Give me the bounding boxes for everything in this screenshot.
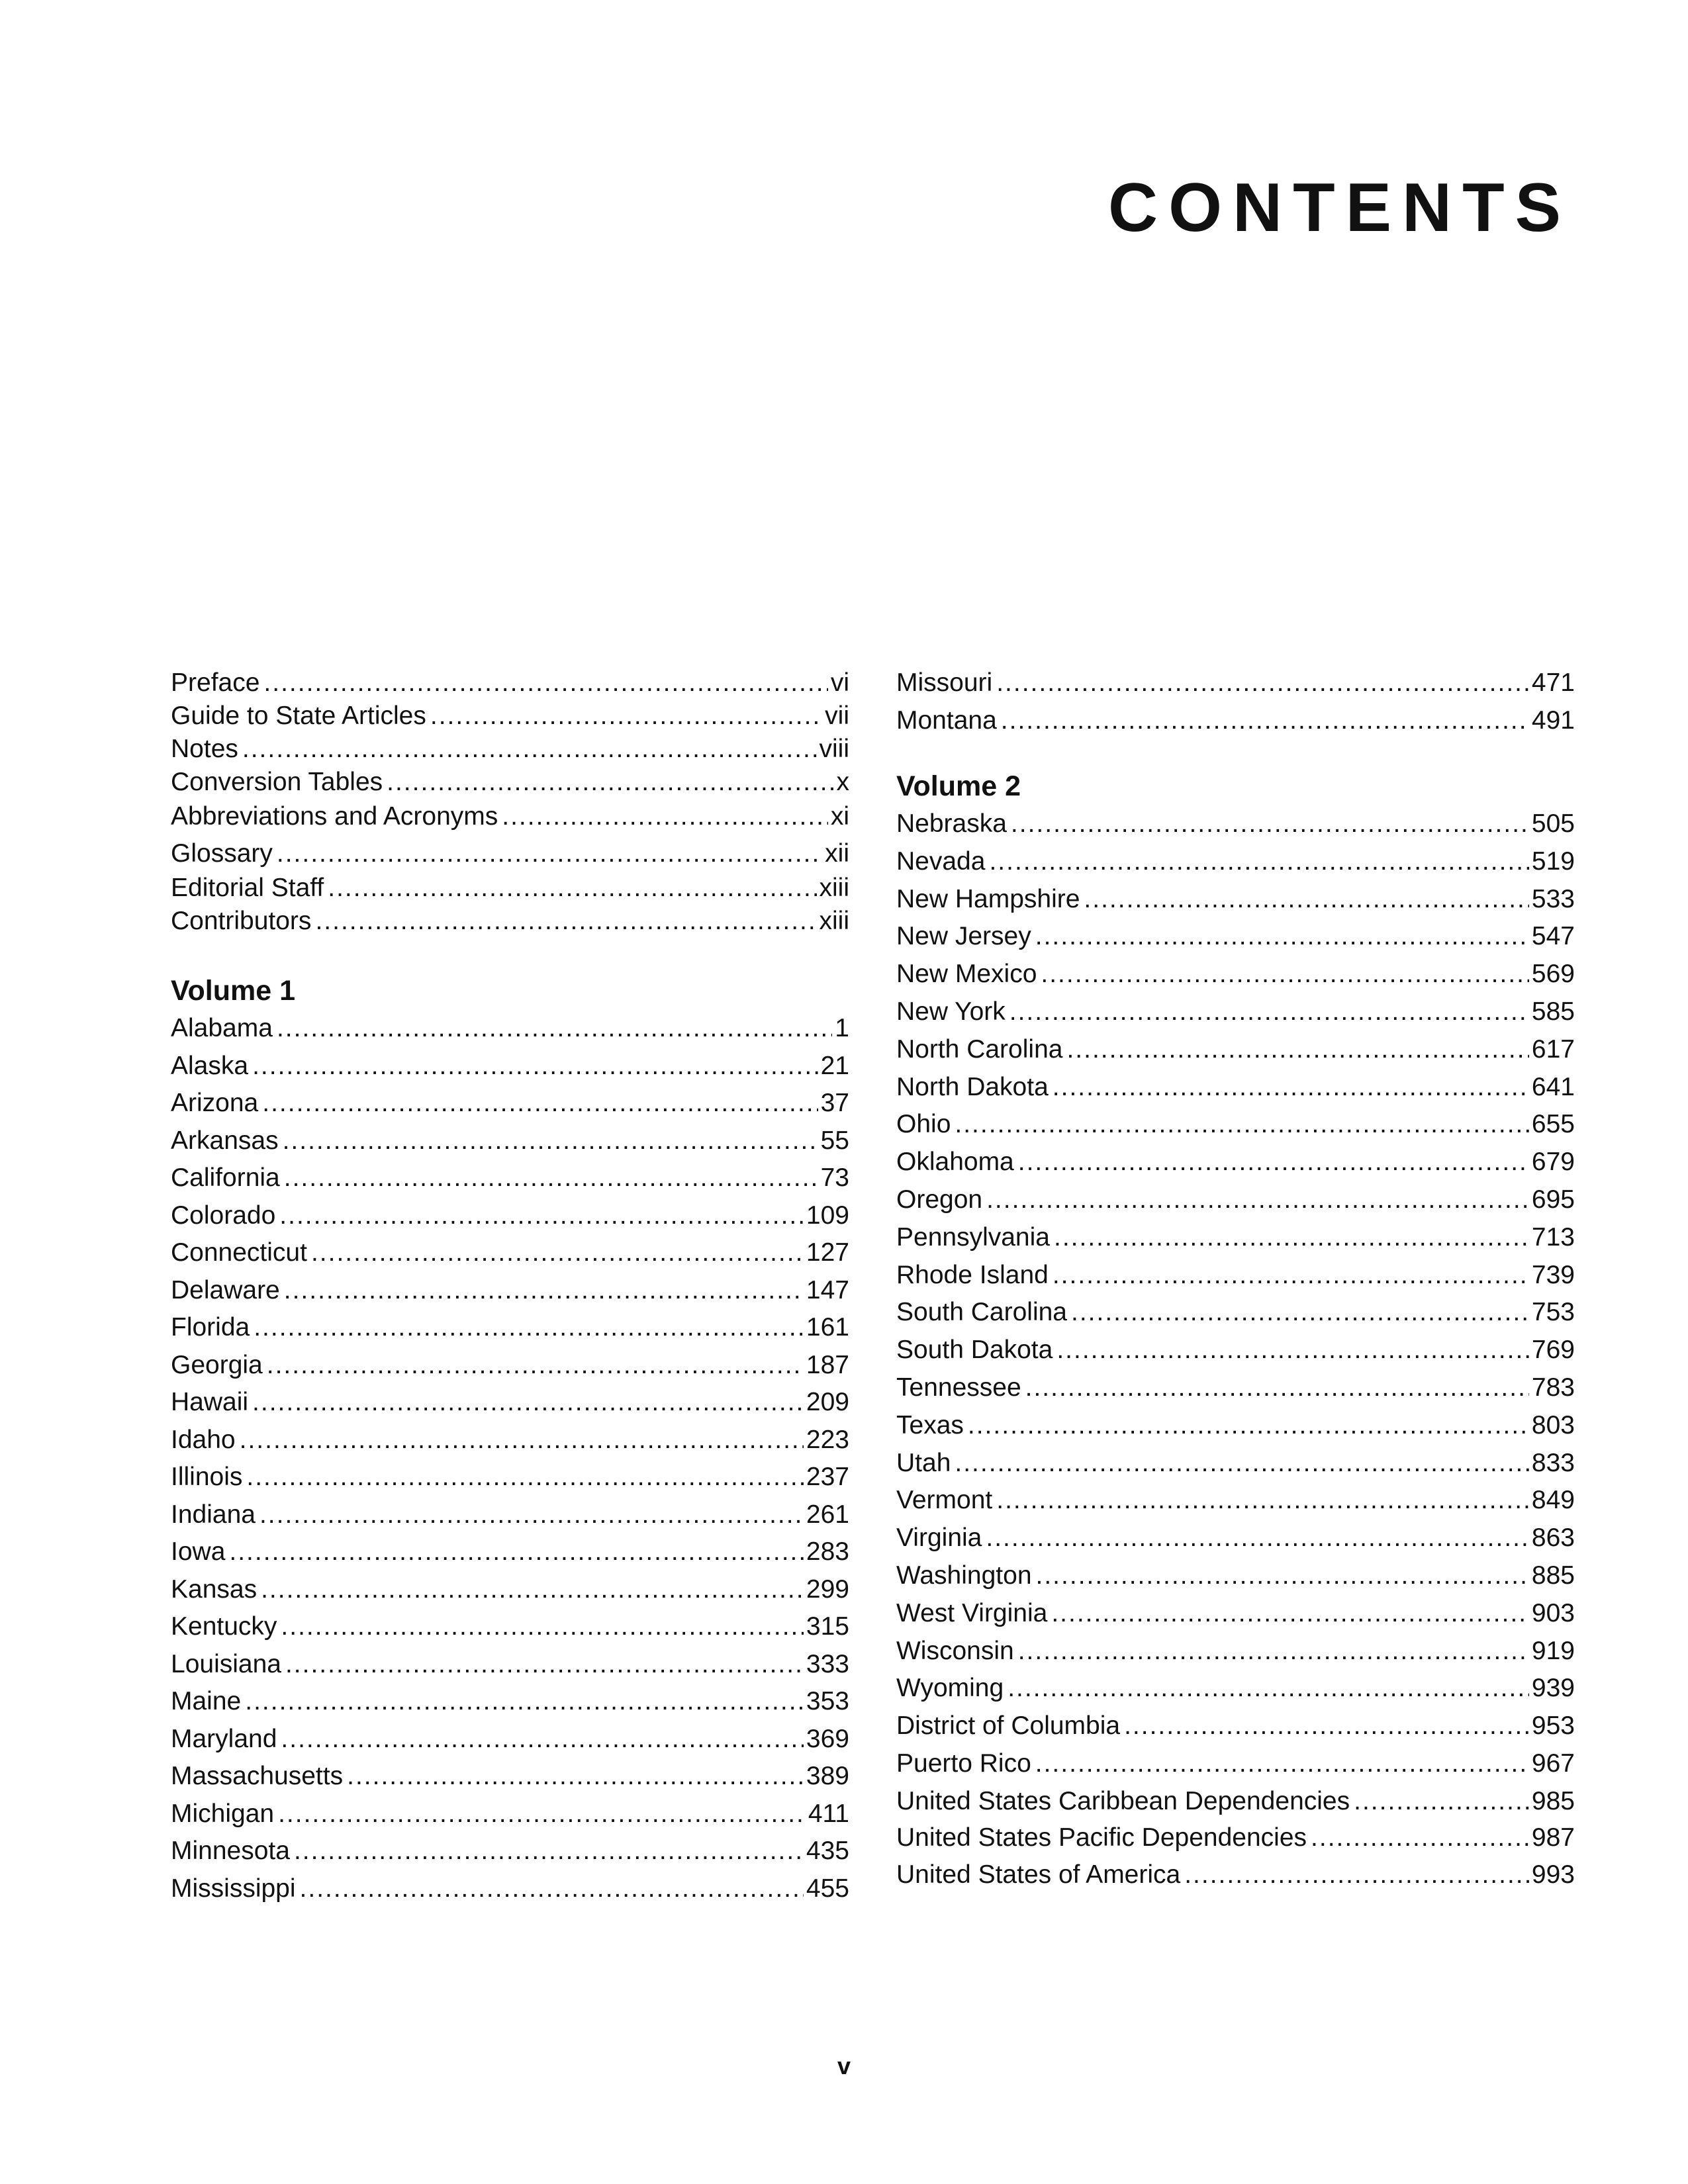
toc-entry-page: 353 — [806, 1688, 849, 1715]
toc-entry-page: 127 — [806, 1240, 849, 1267]
toc-entry[interactable] — [896, 1788, 1575, 1825]
toc-entry[interactable] — [896, 1074, 1575, 1112]
dot-leader — [1184, 1862, 1529, 1888]
toc-entry-label: District of Columbia — [896, 1713, 1121, 1741]
toc-entry-label: Abbreviations and Acronyms — [171, 803, 498, 831]
toc-entry[interactable] — [896, 1713, 1575, 1751]
dot-leader — [955, 1450, 1529, 1476]
dot-leader — [986, 1525, 1529, 1551]
toc-entry-page: xiii — [819, 908, 849, 935]
dot-leader — [1009, 999, 1529, 1024]
toc-entry-page: 655 — [1531, 1111, 1575, 1139]
toc-entry-page: 987 — [1531, 1824, 1575, 1852]
toc-entry[interactable] — [896, 886, 1575, 924]
dot-leader — [1054, 1224, 1529, 1250]
toc-entry-label: Idaho — [171, 1426, 236, 1454]
toc-entry[interactable] — [896, 1187, 1575, 1224]
toc-entry[interactable] — [896, 1412, 1575, 1450]
volume-2-heading: Volume 2 — [896, 770, 1021, 802]
toc-entry-label: Editorial Staff — [171, 875, 324, 902]
toc-entry-label: Vermont — [896, 1487, 993, 1515]
dot-leader — [245, 1688, 804, 1714]
toc-entry-page: vi — [830, 670, 849, 697]
dot-leader — [300, 1876, 804, 1901]
toc-entry-page: 411 — [808, 1800, 849, 1828]
toc-entry[interactable] — [896, 707, 1575, 745]
toc-entry-label: Massachusetts — [171, 1763, 344, 1790]
toc-entry[interactable] — [171, 1502, 849, 1539]
dot-leader — [1011, 811, 1529, 837]
toc-entry[interactable] — [896, 1638, 1575, 1676]
toc-entry-label: New York — [896, 998, 1006, 1026]
dot-leader — [261, 1576, 804, 1602]
toc-entry-label: Rhode Island — [896, 1261, 1049, 1289]
toc-entry-page: 695 — [1531, 1186, 1575, 1214]
toc-entry-label: Indiana — [171, 1501, 256, 1529]
toc-entry-label: Arkansas — [171, 1127, 279, 1155]
toc-entry[interactable] — [171, 1464, 849, 1502]
dot-leader — [1041, 961, 1529, 987]
toc-entry[interactable] — [171, 1763, 849, 1801]
dot-leader — [1051, 1600, 1529, 1626]
toc-entry-page: 713 — [1531, 1224, 1575, 1251]
dot-leader — [246, 1464, 804, 1490]
toc-entry-page: 187 — [806, 1351, 849, 1379]
dot-leader — [1025, 1375, 1529, 1400]
toc-entry-page: 455 — [806, 1875, 849, 1903]
dot-leader — [229, 1539, 804, 1565]
toc-entry-label: Puerto Rico — [896, 1750, 1031, 1778]
dot-leader — [1018, 1638, 1529, 1664]
dot-leader — [294, 1838, 804, 1864]
toc-entry[interactable] — [171, 841, 849, 875]
toc-entry[interactable] — [896, 1036, 1575, 1074]
toc-entry[interactable] — [171, 1614, 849, 1651]
toc-entry-label: United States of America — [896, 1861, 1181, 1889]
toc-entry[interactable] — [896, 961, 1575, 999]
toc-entry-page: 471 — [1531, 670, 1575, 697]
toc-entry-label: Georgia — [171, 1351, 263, 1379]
dot-leader — [1311, 1825, 1529, 1850]
toc-entry-page: 37 — [820, 1090, 849, 1117]
toc-entry-label: Hawaii — [171, 1389, 249, 1416]
dot-leader — [262, 1090, 818, 1116]
dot-leader — [1084, 886, 1529, 912]
toc-entry[interactable] — [896, 1262, 1575, 1300]
dot-leader — [1071, 1299, 1529, 1325]
toc-entry-label: Notes — [171, 736, 238, 763]
toc-entry-page: 585 — [1531, 998, 1575, 1026]
toc-entry-label: North Dakota — [896, 1073, 1049, 1101]
toc-entry[interactable] — [896, 1111, 1575, 1149]
dot-leader — [263, 670, 827, 696]
toc-entry-label: Colorado — [171, 1202, 276, 1230]
toc-entry[interactable] — [171, 1277, 849, 1315]
toc-entry[interactable] — [171, 1838, 849, 1876]
toc-entry[interactable] — [171, 1314, 849, 1352]
toc-entry[interactable] — [171, 736, 849, 769]
toc-entry-page: 919 — [1531, 1637, 1575, 1665]
dot-leader — [281, 1614, 804, 1639]
toc-entry-page: 283 — [806, 1539, 849, 1566]
toc-entry-page: 833 — [1531, 1449, 1575, 1477]
toc-entry-page: 863 — [1531, 1525, 1575, 1553]
dot-leader — [315, 908, 816, 934]
toc-entry-page: 223 — [806, 1426, 849, 1454]
volume-1-heading: Volume 1 — [171, 975, 295, 1007]
toc-entry[interactable] — [896, 1487, 1575, 1525]
toc-entry-label: Oklahoma — [896, 1149, 1014, 1177]
dot-leader — [284, 1165, 818, 1191]
toc-entry-label: New Jersey — [896, 923, 1031, 951]
volume-1-list — [171, 1015, 849, 1913]
dot-leader — [996, 1487, 1529, 1513]
toc-entry-page: 803 — [1531, 1412, 1575, 1439]
toc-entry[interactable] — [171, 875, 849, 908]
toc-entry[interactable] — [171, 1801, 849, 1839]
toc-entry-page: 299 — [806, 1576, 849, 1604]
toc-entry-page: 109 — [806, 1202, 849, 1230]
dot-leader — [284, 1277, 804, 1303]
toc-entry[interactable] — [896, 1337, 1575, 1375]
dot-leader — [989, 848, 1528, 874]
toc-entry-label: Virginia — [896, 1525, 982, 1553]
dot-leader — [430, 703, 822, 729]
toc-entry-label: North Carolina — [896, 1036, 1063, 1064]
toc-entry[interactable] — [896, 1525, 1575, 1563]
toc-entry-page: 783 — [1531, 1374, 1575, 1402]
toc-entry-page: 849 — [1531, 1487, 1575, 1515]
toc-entry[interactable] — [171, 1876, 849, 1913]
toc-entry-page: 73 — [820, 1165, 849, 1192]
toc-entry-page: 885 — [1531, 1562, 1575, 1590]
toc-entry-label: Alaska — [171, 1052, 249, 1080]
dot-leader — [1056, 1337, 1529, 1363]
dot-leader — [1354, 1788, 1529, 1814]
toc-entry[interactable] — [171, 1090, 849, 1128]
toc-entry-page: 505 — [1531, 811, 1575, 838]
toc-column-left — [171, 670, 849, 1913]
toc-entry-page: 491 — [1531, 707, 1575, 735]
toc-entry-label: Iowa — [171, 1539, 226, 1566]
toc-entry-label: Washington — [896, 1562, 1032, 1590]
dot-leader — [311, 1240, 804, 1265]
toc-entry-label: Florida — [171, 1314, 250, 1342]
toc-entry[interactable] — [896, 811, 1575, 848]
dot-leader — [968, 1412, 1529, 1438]
toc-entry-page: vii — [825, 703, 849, 730]
toc-entry[interactable] — [896, 1600, 1575, 1638]
dot-leader — [278, 1801, 806, 1827]
dot-leader — [387, 769, 833, 795]
toc-entry-page: 939 — [1531, 1675, 1575, 1703]
toc-entry-label: South Carolina — [896, 1299, 1067, 1327]
toc-entry[interactable] — [171, 1165, 849, 1203]
toc-entry-page: 953 — [1531, 1713, 1575, 1741]
toc-entry-page: 209 — [806, 1389, 849, 1416]
toc-entry-page: 147 — [806, 1277, 849, 1304]
toc-entry[interactable] — [171, 1128, 849, 1165]
toc-entry-page: 641 — [1531, 1073, 1575, 1101]
dot-leader — [1124, 1713, 1529, 1739]
toc-entry-label: Kansas — [171, 1576, 258, 1604]
toc-entry[interactable] — [896, 670, 1575, 707]
toc-entry[interactable] — [171, 1576, 849, 1614]
toc-entry-label: United States Caribbean Dependencies — [896, 1788, 1350, 1815]
toc-entry[interactable] — [171, 1726, 849, 1764]
dot-leader — [267, 1352, 804, 1378]
toc-entry-label: Glossary — [171, 841, 273, 868]
toc-entry-page: 21 — [820, 1052, 849, 1080]
toc-entry[interactable] — [171, 769, 849, 803]
toc-entry-page: 993 — [1531, 1861, 1575, 1889]
dot-leader — [1036, 1563, 1529, 1588]
dot-leader — [502, 803, 828, 829]
toc-entry[interactable] — [171, 1389, 849, 1427]
toc-entry-label: Tennessee — [896, 1374, 1021, 1402]
toc-entry-page: 369 — [806, 1725, 849, 1753]
dot-leader — [328, 875, 816, 901]
toc-entry[interactable] — [171, 1688, 849, 1726]
front-matter-list — [171, 670, 849, 941]
volume-2-list — [896, 811, 1575, 1899]
toc-entry-page: 679 — [1531, 1149, 1575, 1177]
toc-entry-page: 967 — [1531, 1750, 1575, 1778]
dot-leader — [1053, 1262, 1529, 1288]
toc-entry-label: California — [171, 1165, 280, 1192]
toc-entry[interactable] — [896, 1299, 1575, 1337]
toc-entry-page: 161 — [806, 1314, 849, 1342]
toc-entry-label: Illinois — [171, 1464, 243, 1491]
toc-entry[interactable] — [171, 1352, 849, 1390]
toc-entry[interactable] — [896, 1675, 1575, 1713]
toc-entry-page: x — [836, 769, 849, 796]
toc-entry-label: Utah — [896, 1449, 951, 1477]
toc-entry[interactable] — [171, 908, 849, 941]
toc-entry-label: Oregon — [896, 1186, 983, 1214]
toc-entry-page: 333 — [806, 1651, 849, 1678]
toc-entry-label: United States Pacific Dependencies — [896, 1824, 1307, 1852]
toc-entry[interactable] — [896, 1751, 1575, 1788]
dot-leader — [986, 1187, 1529, 1212]
toc-entry-label: Contributors — [171, 908, 312, 935]
toc-entry[interactable] — [896, 1862, 1575, 1899]
toc-entry-label: Missouri — [896, 670, 993, 697]
toc-entry-page: 435 — [806, 1838, 849, 1865]
dot-leader — [1001, 707, 1529, 733]
toc-entry-label: Nevada — [896, 848, 986, 876]
toc-entry-page: 55 — [820, 1127, 849, 1155]
page-number: v — [837, 2052, 851, 2079]
toc-entry-label: Maine — [171, 1688, 242, 1715]
toc-entry-page: 617 — [1531, 1036, 1575, 1064]
toc-entry-page: 1 — [835, 1015, 849, 1042]
toc-entry-label: Connecticut — [171, 1240, 307, 1267]
volume-1-list-continued — [896, 670, 1575, 745]
toc-entry-label: Maryland — [171, 1725, 277, 1753]
toc-entry-page: 261 — [806, 1501, 849, 1529]
dot-leader — [347, 1763, 804, 1789]
toc-entry-label: New Hampshire — [896, 886, 1080, 913]
toc-entry-page: 547 — [1531, 923, 1575, 951]
toc-entry-label: Wisconsin — [896, 1637, 1014, 1665]
toc-entry-label: Louisiana — [171, 1651, 281, 1678]
toc-entry-label: Kentucky — [171, 1614, 277, 1641]
dot-leader — [283, 1128, 818, 1154]
toc-entry-page: 315 — [806, 1614, 849, 1641]
toc-entry-page: viii — [819, 736, 849, 763]
toc-entry-label: Michigan — [171, 1800, 275, 1828]
toc-entry-page: xii — [825, 841, 849, 868]
toc-entry[interactable] — [896, 999, 1575, 1036]
dot-leader — [996, 670, 1529, 696]
dot-leader — [1035, 923, 1529, 949]
toc-entry[interactable] — [171, 670, 849, 703]
toc-entry[interactable] — [171, 1539, 849, 1576]
dot-leader — [242, 736, 817, 762]
dot-leader — [252, 1053, 818, 1079]
toc-entry-page: 569 — [1531, 961, 1575, 989]
dot-leader — [279, 1203, 804, 1228]
toc-entry-page: 519 — [1531, 848, 1575, 876]
toc-entry-label: Texas — [896, 1412, 964, 1439]
toc-entry-label: West Virginia — [896, 1600, 1048, 1627]
toc-entry-label: Preface — [171, 670, 260, 697]
dot-leader — [955, 1111, 1529, 1137]
toc-entry[interactable] — [896, 1825, 1575, 1862]
toc-entry[interactable] — [896, 923, 1575, 961]
dot-leader — [277, 1015, 832, 1041]
dot-leader — [1035, 1751, 1529, 1776]
toc-entry-label: Mississippi — [171, 1875, 296, 1903]
dot-leader — [259, 1502, 804, 1527]
toc-entry[interactable] — [171, 1015, 849, 1053]
toc-entry-page: 739 — [1531, 1261, 1575, 1289]
toc-entry[interactable] — [171, 703, 849, 736]
toc-entry-label: Arizona — [171, 1090, 259, 1117]
toc-entry-label: Pennsylvania — [896, 1224, 1050, 1251]
toc-entry-label: Wyoming — [896, 1675, 1004, 1703]
toc-entry[interactable] — [171, 803, 849, 841]
toc-entry[interactable] — [171, 1427, 849, 1465]
toc-entry-page: 903 — [1531, 1600, 1575, 1627]
toc-entry[interactable] — [896, 1450, 1575, 1488]
toc-entry-page: 985 — [1531, 1788, 1575, 1815]
toc-entry[interactable] — [896, 848, 1575, 886]
dot-leader — [1053, 1074, 1529, 1100]
page-title: CONTENTS — [1108, 169, 1571, 246]
toc-entry-label: Alabama — [171, 1015, 273, 1042]
dot-leader — [285, 1651, 804, 1677]
toc-entry[interactable] — [896, 1375, 1575, 1412]
toc-entry-label: Delaware — [171, 1277, 280, 1304]
dot-leader — [240, 1427, 804, 1453]
toc-entry[interactable] — [896, 1224, 1575, 1262]
toc-entry-page: 533 — [1531, 886, 1575, 913]
toc-entry-label: New Mexico — [896, 961, 1037, 989]
toc-entry-page: 769 — [1531, 1337, 1575, 1365]
toc-entry[interactable] — [171, 1240, 849, 1277]
toc-entry-label: Nebraska — [896, 811, 1007, 838]
toc-entry-page: 237 — [806, 1464, 849, 1491]
toc-entry-page: 389 — [806, 1763, 849, 1790]
toc-entry[interactable] — [171, 1203, 849, 1240]
dot-leader — [254, 1314, 804, 1340]
toc-column-right — [896, 670, 1575, 1899]
dot-leader — [252, 1389, 804, 1415]
toc-entry-label: Guide to State Articles — [171, 703, 426, 730]
dot-leader — [1018, 1149, 1529, 1175]
toc-entry-page: xiii — [819, 875, 849, 902]
dot-leader — [1008, 1675, 1529, 1701]
toc-entry-label: Conversion Tables — [171, 769, 383, 796]
toc-entry[interactable] — [171, 1651, 849, 1689]
toc-entry[interactable] — [171, 1053, 849, 1091]
toc-entry-label: Ohio — [896, 1111, 951, 1139]
toc-entry-page: 753 — [1531, 1299, 1575, 1327]
toc-entry-label: South Dakota — [896, 1337, 1053, 1365]
toc-entry-label: Montana — [896, 707, 997, 735]
toc-entry-page: xi — [830, 803, 849, 831]
toc-entry[interactable] — [896, 1149, 1575, 1187]
dot-leader — [281, 1726, 804, 1752]
toc-entry[interactable] — [896, 1563, 1575, 1600]
dot-leader — [1066, 1036, 1528, 1062]
dot-leader — [277, 841, 822, 866]
toc-entry-label: Minnesota — [171, 1838, 290, 1865]
